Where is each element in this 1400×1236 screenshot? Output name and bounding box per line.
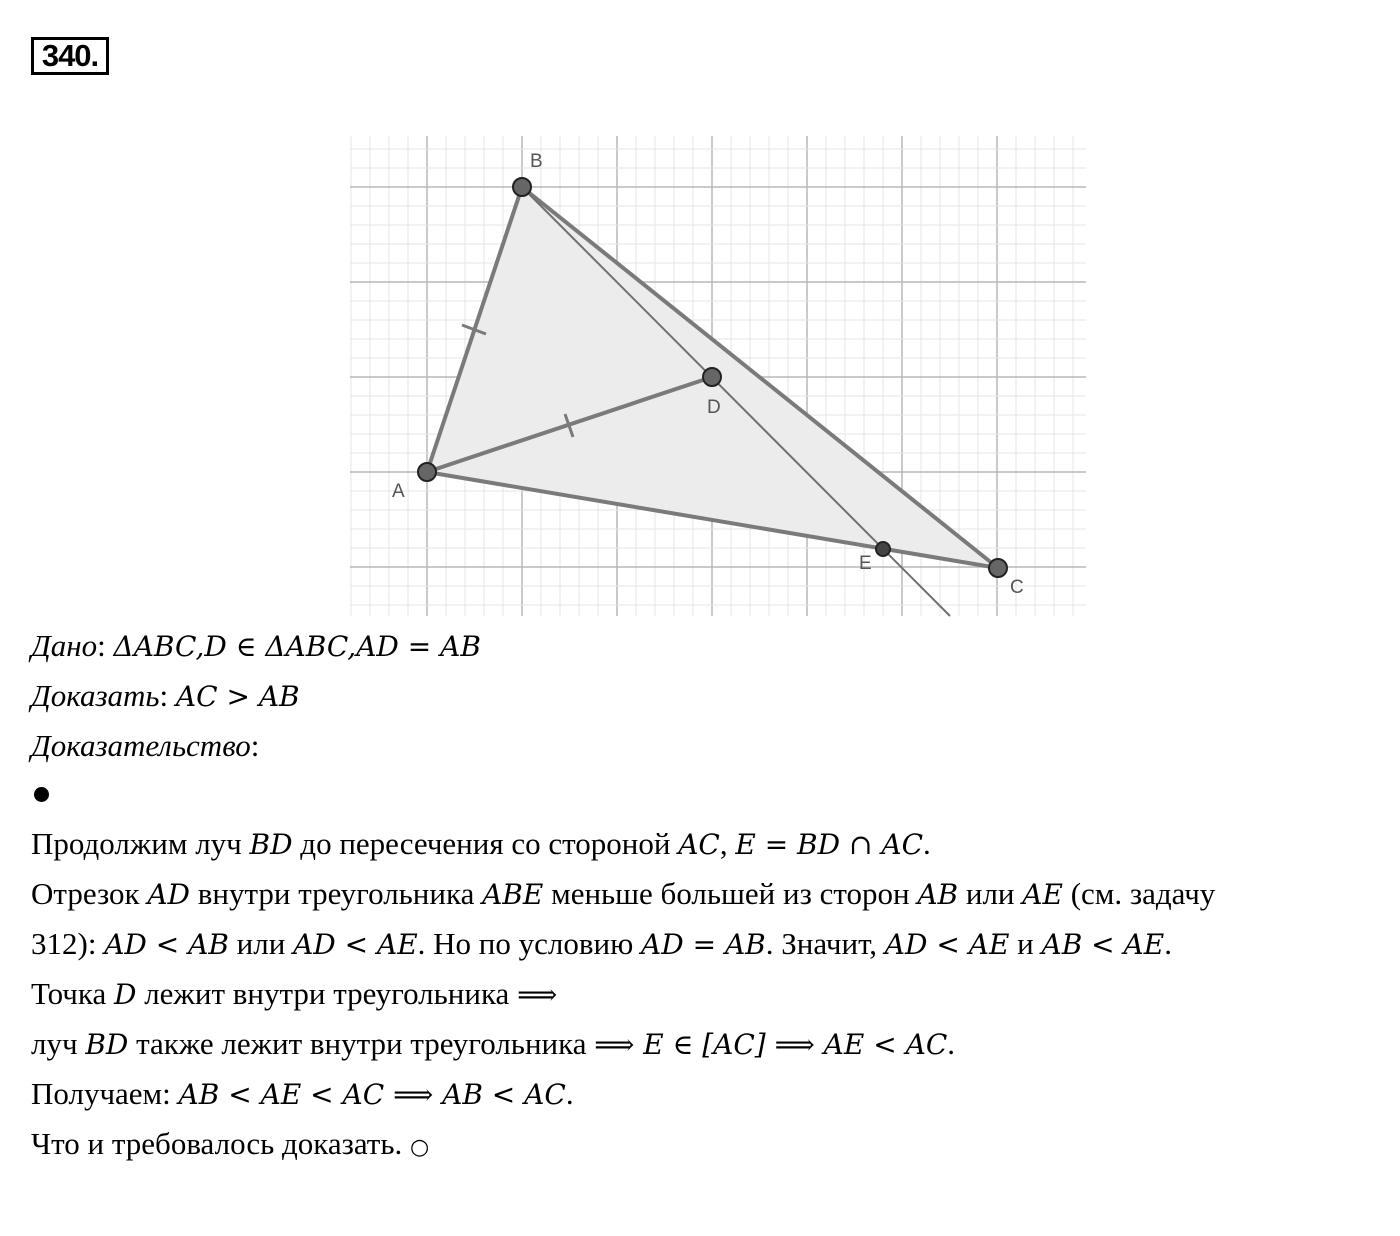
point-e (876, 542, 890, 556)
math: AB (917, 878, 959, 911)
proof-line-3 (31, 926, 1172, 963)
point-d (703, 368, 721, 386)
text: также лежит внутри треугольника (128, 1026, 595, 1061)
math: AE (1022, 878, 1063, 911)
prove-colon: : (159, 678, 169, 713)
math: AD (147, 878, 190, 911)
proof-colon: : (250, 728, 260, 763)
math: D (114, 978, 137, 1011)
text: Получаем: (31, 1076, 179, 1111)
text: . (1164, 926, 1172, 961)
text: лежит внутри треугольника (136, 976, 518, 1011)
text: , (719, 826, 736, 861)
math: ABE (482, 878, 544, 911)
text: Точка (31, 976, 114, 1011)
proof-line-1 (31, 826, 931, 863)
text: Что и требовалось доказать. (31, 1126, 410, 1161)
text: . (947, 1026, 955, 1061)
prove-line (31, 678, 300, 715)
label-a: A (392, 481, 405, 502)
text: 312): (31, 926, 105, 961)
given-label: Дано (31, 628, 98, 663)
proof-line-4 (31, 976, 557, 1013)
given-expression: ΔABC,D ∈ ΔABC,AD = AB (113, 630, 481, 663)
point-b (513, 178, 531, 196)
given-line (31, 628, 481, 665)
implies-symbol: ⟹ (517, 978, 558, 1011)
text: внутри треугольника (190, 876, 483, 911)
bullet-marker (34, 787, 49, 802)
qed-symbol: ○ (410, 1135, 430, 1160)
math: AC (678, 828, 720, 861)
text: (см. задачу (1062, 876, 1216, 911)
text: луч (31, 1026, 86, 1061)
math: BD (85, 1028, 129, 1061)
point-a (418, 463, 436, 481)
math: AD < AE (293, 928, 418, 961)
label-c: C (1010, 577, 1024, 598)
proof-line-6 (31, 1076, 574, 1113)
label-e: E (859, 553, 872, 574)
text: . (923, 826, 931, 861)
proof-line-2 (31, 876, 1215, 913)
text: меньше большей из сторон (543, 876, 918, 911)
text: Продолжим луч (31, 826, 250, 861)
label-d: D (707, 397, 721, 418)
math: AD = AB (641, 928, 766, 961)
math: AD < AB (104, 928, 229, 961)
math: AB < AE < AC ⟹ AB < AC (178, 1078, 566, 1111)
text: или (228, 926, 294, 961)
math: AD < AE (884, 928, 1010, 961)
text: до пересечения со стороной (292, 826, 679, 861)
problem-number: 340. (31, 37, 109, 75)
label-b: B (530, 151, 543, 172)
text: . (565, 1076, 574, 1111)
text: . Значит, (765, 926, 885, 961)
math: E = BD ∩ AC (735, 828, 923, 861)
given-colon: : (97, 628, 106, 663)
proof-label: Доказательство (31, 728, 251, 763)
text: и (1009, 926, 1042, 961)
point-c (989, 559, 1007, 577)
text: или (958, 876, 1023, 911)
proof-heading (31, 728, 259, 764)
prove-label: Доказать (31, 678, 160, 713)
math: ⟹ E ∈ [AC] ⟹ AE < AC (594, 1028, 948, 1061)
proof-line-7 (31, 1126, 429, 1166)
math: BD (249, 828, 293, 861)
prove-expression: AC > AB (175, 680, 300, 713)
text: Отрезок (31, 876, 148, 911)
proof-line-5 (31, 1026, 955, 1063)
text: . Но по условию (417, 926, 642, 961)
math: AB < AE (1041, 928, 1165, 961)
